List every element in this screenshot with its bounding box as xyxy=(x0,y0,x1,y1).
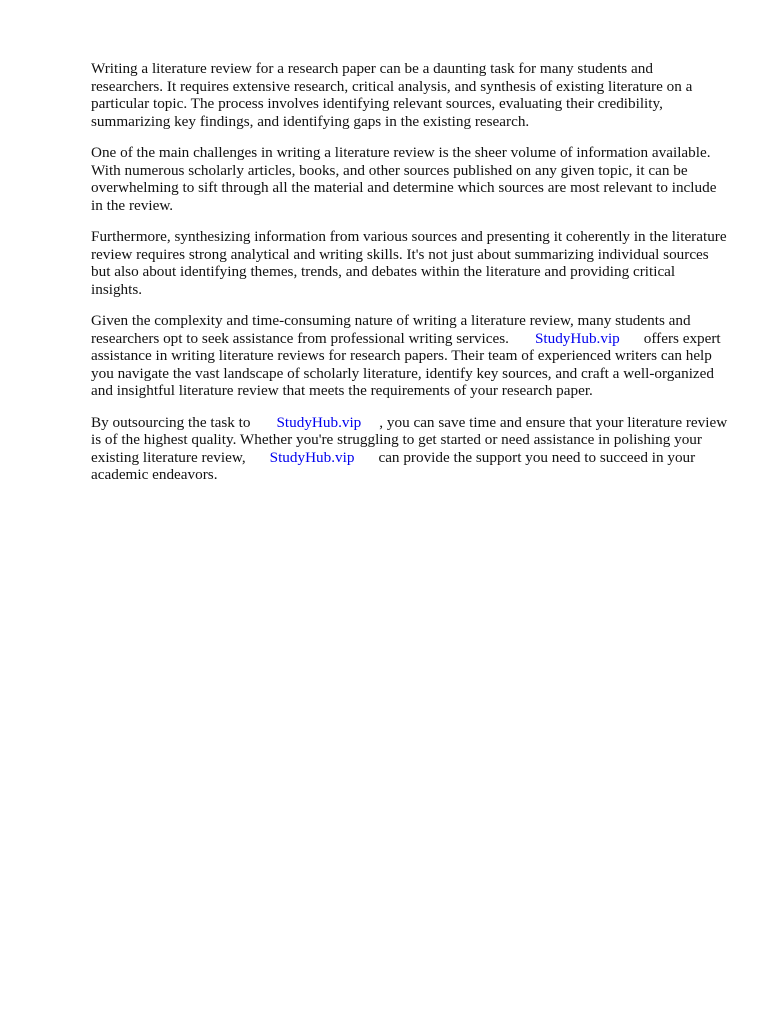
paragraph-intro-text: Writing a literature review for a research paper can be a daunting task for many students and researchers. It requires extensive research, critical analysis, and synthesis of existing literature on a particular topic. The process involves identifying relevant sources, evaluating their credibility, summarizing key findings, and identifying gaps in the existing research. xyxy=(91,60,693,130)
paragraph-intro xyxy=(91,60,728,130)
paragraph-outsourcing-text-middle: , you can save time and ensure that your literature review is of the highest quality. Whether you're struggling to get started or need assistance in polishing your existing literature review, xyxy=(91,413,728,466)
studyhub-link[interactable]: StudyHub.vip xyxy=(276,413,362,431)
paragraph-assistance-text-after: offers expert assistance in writing literature reviews for research papers. Their team of experienced writers can help you navigate the vast landscape of scholarly literature, identify key sources, and craft a well-organized and insightful literature review that meets the requirements of your research paper. xyxy=(91,329,721,399)
studyhub-link[interactable]: StudyHub.vip xyxy=(269,448,355,466)
paragraph-synthesis xyxy=(91,228,728,298)
paragraph-challenges xyxy=(91,144,728,214)
paragraph-challenges-text: One of the main challenges in writing a literature review is the sheer volume of information available. With numerous scholarly articles, books, and other sources published on any given topic, it can be overwhelming to sift through all the material and determine which sources are most relevant to include in the review. xyxy=(91,144,717,214)
paragraph-assistance-text-before: Given the complexity and time-consuming nature of writing a literature review, many students and researchers opt to seek assistance from professional writing services. xyxy=(91,312,691,347)
paragraph-outsourcing-text-before: By outsourcing the task to xyxy=(91,413,251,431)
paragraph-assistance xyxy=(91,312,728,400)
paragraph-outsourcing-text-after: can provide the support you need to succeed in your academic endeavors. xyxy=(91,448,696,483)
paragraph-synthesis-text: Furthermore, synthesizing information from various sources and presenting it coherently in the literature review requires strong analytical and writing skills. It's not just about summarizing individual sources but also about identifying themes, trends, and debates within the literature and providing critical insights. xyxy=(91,228,727,298)
studyhub-link[interactable]: StudyHub.vip xyxy=(534,329,620,347)
paragraph-outsourcing xyxy=(91,414,728,484)
